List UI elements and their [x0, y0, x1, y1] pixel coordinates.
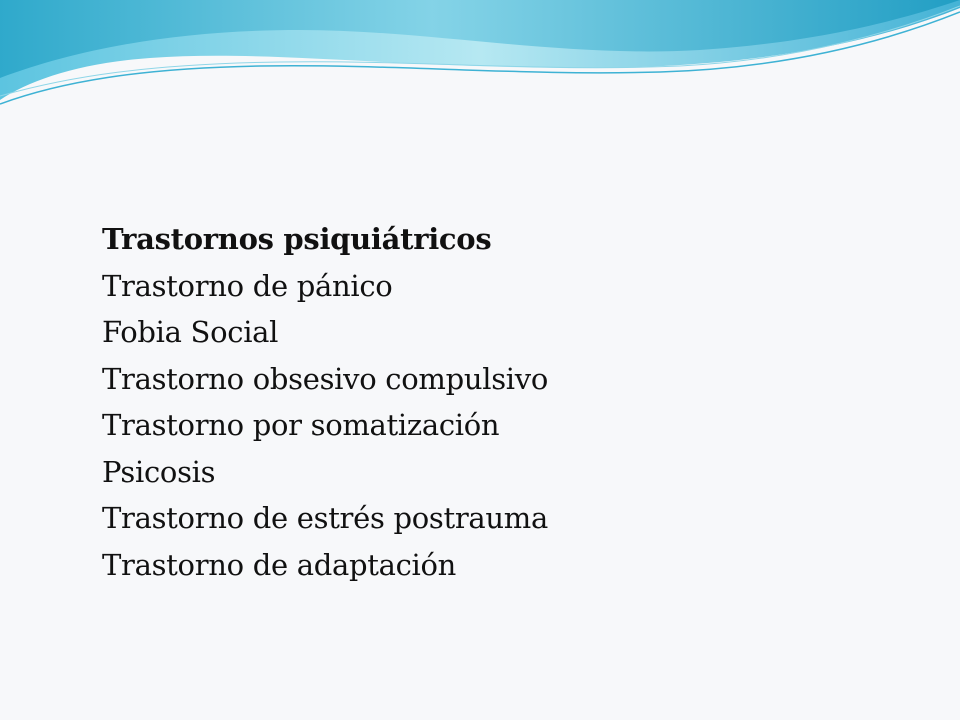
list-item: Trastorno por somatización	[102, 408, 500, 442]
header-wave-decoration	[0, 0, 960, 110]
list-item: Trastorno obsesivo compulsivo	[102, 361, 549, 396]
list-item: Fobia Social	[102, 315, 279, 349]
list-item: Trastorno de pánico	[102, 268, 393, 303]
text-block	[102, 216, 548, 588]
slide-heading: Trastornos psiquiátricos	[102, 222, 492, 256]
disorder-list	[102, 263, 548, 589]
list-item: Trastorno de adaptación	[102, 547, 457, 582]
list-item: Trastorno de estrés postrauma	[102, 501, 548, 535]
list-item: Psicosis	[102, 454, 216, 489]
